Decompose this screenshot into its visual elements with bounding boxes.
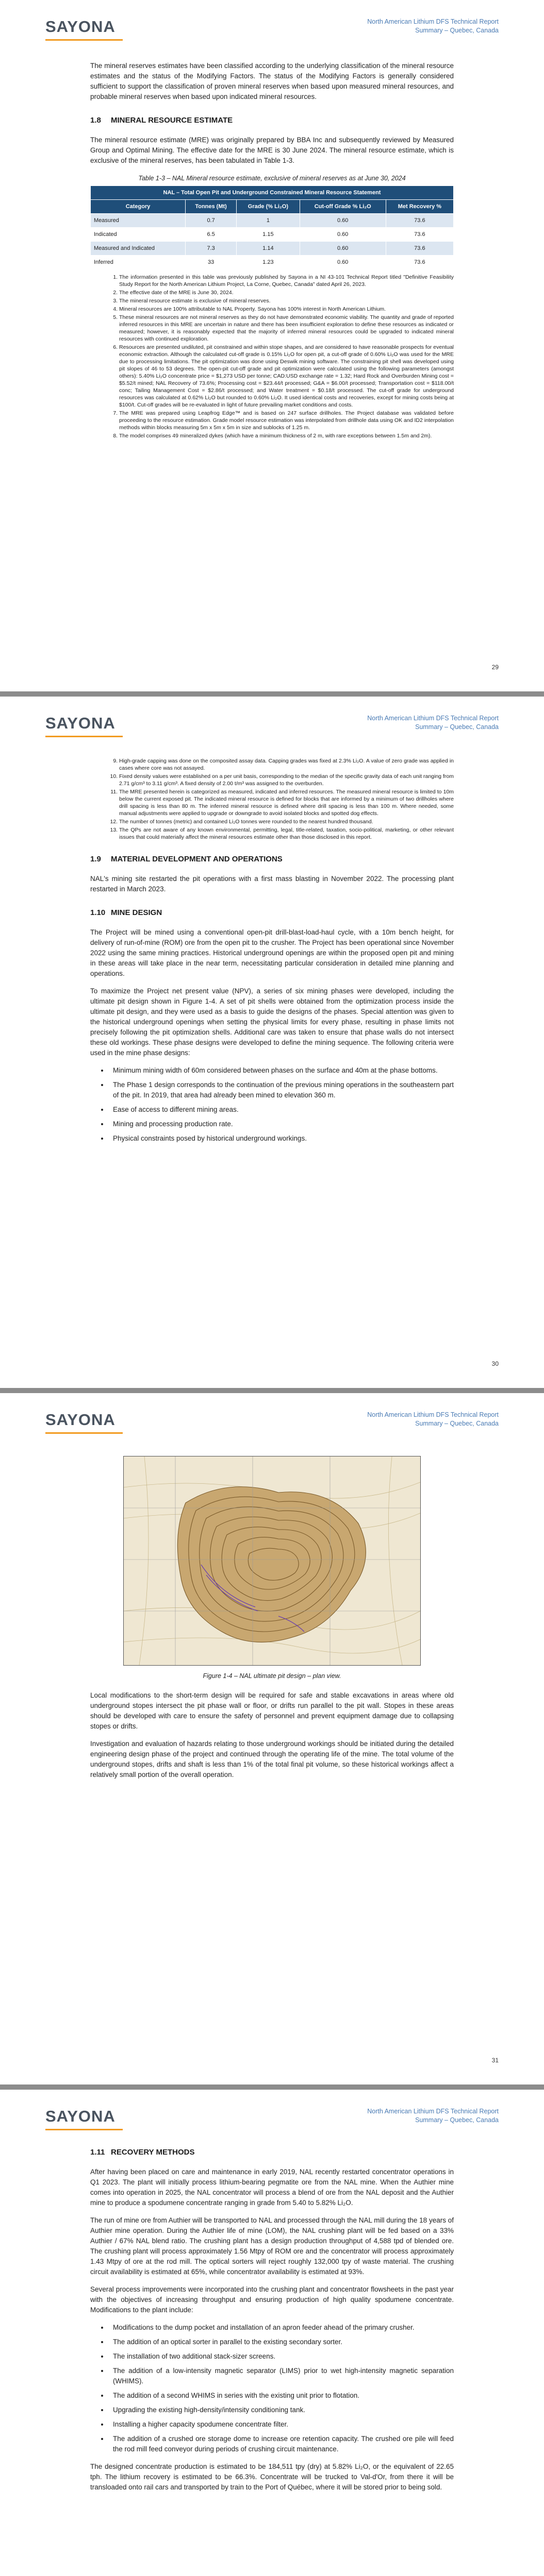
mre-body-paragraph: The mineral resource estimate (MRE) was originally prepared by BBA Inc and subsequently reviewed by Measured Group and Optimal Mining. The effective date for the MRE is 30 June 2024. The mineral resource estimate, which is exclusive of the mineral reserves, has been tabulated in Table 1-3. <box>90 136 454 164</box>
section-heading-1-9: 1.9 MATERIAL DEVELOPMENT AND OPERATIONS <box>90 855 283 863</box>
report-page-31 <box>0 1393 544 2084</box>
table-header-cell: Grade (% Li₂O) <box>237 200 300 214</box>
reserves-intro-paragraph: The mineral reserves estimates have been classified according to the underlying classification of the mineral resource estimates and the status of the Modifying Factors. The status of the Modifying Factors is generally considered sufficient to support the classification of proven mineral reserves when based upon measured mineral resources, and probable mineral reserves when based upon indicated mineral resources. <box>90 62 454 100</box>
hazard-investigation-paragraph: Investigation and evaluation of hazards relating to those underground workings should be initiated during the detailed engineering design phase of the project and continued through the operating life of the mine. The total volume of the underground stopes, drifts and shaft is less than 1% of the total final pit volume, so these historical workings affect a relatively small portion of the overall operation. <box>90 1740 454 1778</box>
ultimate-pit-plan-image <box>123 1456 421 1666</box>
list-item: • The addition of a second WHIMS in series with the existing unit prior to flotation. <box>109 2391 454 2401</box>
header-subtitle: Summary – Quebec, Canada <box>415 1420 499 1427</box>
recovery-paragraph-4: The designed concentrate production is estimated to be 184,511 tpy (dry) at 5.82% Li₂O, or the equivalent of 22.65 tph. The lithium recovery is estimated to be 66.3%. Concentrate will be trucked to Val-d'Or, from there it will be transloaded onto rail cars and transported by train to the Port of Québec, where it will be stored prior to being sold. <box>90 2463 454 2491</box>
table-cell: 0.60 <box>300 214 386 228</box>
table-row <box>91 242 454 256</box>
table-notes <box>90 274 454 439</box>
table-cell: 1.14 <box>237 242 300 256</box>
figure-caption: Figure 1-4 – NAL ultimate pit design – plan view. <box>203 1672 341 1680</box>
header-subtitle: Summary – Quebec, Canada <box>415 723 499 731</box>
header-title-block <box>367 2107 499 2125</box>
table-note: 4. Mineral resources are 100% attributable to NAL Property. Sayona has 100% interest in North American Lithium. <box>119 306 454 313</box>
list-item: • The addition of an optical sorter in parallel to the existing secondary sorter. <box>109 2337 454 2347</box>
sayona-logo: SAYONA <box>45 1411 116 1429</box>
recovery-paragraph-2: The run of mine ore from Authier will be transported to NAL and processed through the NAL mill during the 18 years of Authier mine operation. During the Authier life of mine (LOM), the NAL crushing plant will be fed based on a 33% Authier / 67% NAL blend ratio. The crushing plant has a design production throughput of 4,588 tpd of blended ore. The crushing plant will process approximately 1.56 Mtpy of ROM ore and the concentrator will process approximately 1.43 Mtpy of ore at the rod mill. The optical sorters will reject roughly 132,000 tpy of waste material. The crushing circuit availability is estimated at 65%, while concentrator availability is estimated at 93%. <box>90 2216 454 2276</box>
table-banner: NAL – Total Open Pit and Underground Constrained Mineral Resource Statement <box>91 186 454 200</box>
table-header-cell: Category <box>91 200 186 214</box>
operations-paragraph: NAL's mining site restarted the pit operations with a first mass blasting in November 2022. The processing plant restarted in March 2023. <box>90 875 454 893</box>
sayona-logo: SAYONA <box>45 18 116 36</box>
table-row <box>91 214 454 228</box>
page-header <box>45 711 499 742</box>
table-cell: 73.6 <box>386 214 453 228</box>
report-page-32 <box>0 2090 544 2576</box>
table-note: 12. The number of tonnes (metric) and contained Li₂O tonnes were rounded to the nearest hundred thousand. <box>119 818 454 825</box>
table-note: 2. The effective date of the MRE is June 30, 2024. <box>119 289 454 296</box>
page-header <box>45 14 499 45</box>
list-item: • Modifications to the dump pocket and installation of an apron feeder ahead of the primary crusher. <box>109 2323 454 2333</box>
table-note: 11. The MRE presented herein is categorized as measured, indicated and inferred resources. The measured mineral resource is limited to 10m below the current exposed pit. The indicated mineral resource is defined for blocks that are informed by a minimum of two drillholes where drill spacing is less than 80 m. The inferred mineral resource is defined where drill spacing is less than 100 m. Where needed, some manual adjustments were applied to upgrade or downgrade to avoid isolated blocks and spotted dog effects. <box>119 788 454 817</box>
table-note: 3. The mineral resource estimate is exclusive of mineral reserves. <box>119 297 454 304</box>
header-subtitle: Summary – Quebec, Canada <box>415 27 499 34</box>
list-item: • The addition of a crushed ore storage dome to increase ore retention capacity. The crushed ore pile will feed the rod mill feed conveyor during periods of crushing circuit maintenance. <box>109 2434 454 2454</box>
header-title: North American Lithium DFS Technical Report <box>367 1411 499 1418</box>
list-item: • Ease of access to different mining areas. <box>109 1105 454 1115</box>
table-cell: 1 <box>237 214 300 228</box>
table-notes-continued <box>90 757 454 841</box>
section-heading-1-11: 1.11 RECOVERY METHODS <box>90 2148 195 2157</box>
table-header-cell: Met Recovery % <box>386 200 453 214</box>
header-title: North American Lithium DFS Technical Report <box>367 2108 499 2115</box>
table-cell: 0.7 <box>186 214 237 228</box>
table-caption: Table 1-3 – NAL Mineral resource estimate, exclusive of mineral reserves as at June 30, 2024 <box>138 175 406 182</box>
page-header <box>45 1408 499 1438</box>
section-heading-1-10: 1.10 MINE DESIGN <box>90 908 162 917</box>
table-note: 10. Fixed density values were established on a per unit basis, corresponding to the median of the specific gravity data of each unit ranging from 2.71 g/cm³ to 3.11 g/cm³. A fixed density of 2.00 t/m³ was assigned to the overburden. <box>119 773 454 787</box>
sayona-logo: SAYONA <box>45 714 116 733</box>
table-cell: 0.60 <box>300 242 386 256</box>
table-note: 13. The QPs are not aware of any known environmental, permitting, legal, title-related, taxation, socio-political, marketing, or other relevant issues that could materially affect the mineral resources estimate other than those disclosed in this report. <box>119 826 454 841</box>
table-row <box>91 228 454 242</box>
sayona-logo: SAYONA <box>45 2107 116 2126</box>
mine-design-paragraph-1: The Project will be mined using a conventional open-pit drill-blast-load-haul cycle, with a 10m bench height, for delivery of run-of-mine (ROM) ore from the open pit to the crusher. The Project has been operational since November 2022 using the same mining practices. Historical underground openings are within the proposed open pit and mining in these areas will take place in the near term, necessitating particular consideration in detailed mine planning and operations. <box>90 928 454 977</box>
recovery-paragraph-3: Several process improvements were incorporated into the crushing plant and concentrator flowsheets in the past year with the objectives of increasing throughput and ensuring production of high quality spodumene concentrate. Modifications to the plant include: <box>90 2285 454 2314</box>
header-title: North American Lithium DFS Technical Report <box>367 715 499 722</box>
section-heading-1-8: 1.8 MINERAL RESOURCE ESTIMATE <box>90 116 233 125</box>
table-note: 1. The information presented in this table was previously published by Sayona in a NI 43-101 Technical Report titled "Definitive Feasibility Study Report for the North American Lithium Project, La Corne, Quebec, Canada" dated April 26, 2023. <box>119 274 454 288</box>
table-cell: 73.6 <box>386 228 453 242</box>
list-item: • Upgrading the existing high-density/intensity conditioning tank. <box>109 2405 454 2415</box>
table-cell: 1.15 <box>237 228 300 242</box>
plant-modifications-list <box>90 2323 454 2454</box>
table-note: 9. High-grade capping was done on the composited assay data. Capping grades was fixed at 2.3% Li₂O. A value of zero grade was applied in cases where core was not assayed. <box>119 757 454 772</box>
page-number: 29 <box>491 664 499 671</box>
table-cell: 0.60 <box>300 228 386 242</box>
list-item: • Mining and processing production rate. <box>109 1119 454 1129</box>
table-note: 5. These mineral resources are not mineral reserves as they do not have demonstrated economic viability. The quantity and grade of reported inferred resources in this MRE are uncertain in nature and there has been insufficient exploration to define these resources as indicated or measured; however, it is reasonably expected that the majority of inferred mineral resources could be upgraded to indicated mineral resources with continued exploration. <box>119 314 454 343</box>
list-item: • The Phase 1 design corresponds to the continuation of the previous mining operations in the southeastern part of the pit. In 2019, that area had already been mined to elevation 360 m. <box>109 1080 454 1100</box>
table-cell: 0.60 <box>300 256 386 269</box>
list-item: • The installation of two additional stack-sizer screens. <box>109 2351 454 2362</box>
report-page-30 <box>0 697 544 1388</box>
page-number: 30 <box>491 1360 499 1367</box>
table-note: 7. The MRE was prepared using Leapfrog Edge™ and is based on 247 surface drillholes. The Project database was validated before proceeding to the resource estimation. Grade model resource estimation was interpolated from drillhole data using OK and ID2 interpolation methods within blocks measuring 5m x 5m x 5m in size and sublocks of 1.25 m. <box>119 410 454 431</box>
list-item: • Physical constraints posed by historical underground workings. <box>109 1133 454 1144</box>
table-cell: Measured <box>91 214 186 228</box>
header-title: North American Lithium DFS Technical Report <box>367 18 499 25</box>
resource-table <box>90 185 454 269</box>
table-cell: Measured and Indicated <box>91 242 186 256</box>
mine-design-paragraph-2: To maximize the Project net present value (NPV), a series of six mining phases were developed, including the ultimate pit design shown in Figure 1-4. A set of pit shells were obtained from the optimization process inside the ultimate pit design, and they were used as a basis to guide the designs of the phases. Special attention was given to the historical underground openings when setting the physical limits for every phase, resulting in phase limits not precisely following the pit optimization shells. Additional care was taken to ensure that phase walls do not intersect these old workings. These phase designs were developed to define the mining sequence. The following criteria were used in the mine phase designs: <box>90 987 454 1057</box>
table-cell: Indicated <box>91 228 186 242</box>
table-header-cell: Cut-off Grade % Li₂O <box>300 200 386 214</box>
list-item: • Minimum mining width of 60m considered between phases on the surface and 40m at the phase bottoms. <box>109 1065 454 1076</box>
list-item: • Installing a higher capacity spodumene concentrate filter. <box>109 2419 454 2430</box>
header-title-block <box>367 18 499 35</box>
header-title-block <box>367 1411 499 1428</box>
table-header-cell: Tonnes (Mt) <box>186 200 237 214</box>
table-cell: 33 <box>186 256 237 269</box>
table-note: 6. Resources are presented undiluted, pit constrained and within stope shapes, and are considered to have reasonable prospects for eventual economic extraction. Although the calculated cut-off grade is 0.15% Li₂O for open pit, a cut-off grade of 0.60% Li₂O was used for the MRE due to processing limitations. The pit optimization was done using Deswik mining software. The constraining pit shell was developed using pit slopes of 46 to 53 degrees. The open-pit cut-off grade and pit optimization were calculated using the following parameters (amongst others): 5.40% Li₂O concentrate price = $1,273 USD per tonne; CAD:USD exchange rate = 1.32; Hard Rock and Overburden Mining cost = $5.52/t mined; NAL Recovery of 73.6%; Processing cost = $23.44/t processed; G&A = $6.00/t processed; Transportation cost = $118.00/t conc; Tailing Management Cost = $2.86/t processed; and Water treatment = $0.18/t processed. The cut-off grade for underground resources was calculated at 0.62% Li₂O but rounded to 0.60% Li₂O. It used identical costs and recoveries, except for mining costs being at $100/t. Cut-off grades will be re-evaluated in light of future prevailing market conditions and costs. <box>119 344 454 409</box>
table-cell: 6.5 <box>186 228 237 242</box>
local-modifications-paragraph: Local modifications to the short-term design will be required for safe and stable excavations in areas where old underground stopes intersect the pit phase wall or floor, or drifts run parallel to the pit wall. Stopes in these areas should be developed with care to ensure the safety of personnel and prevent equipment damage due to collapsing stopes or drifts. <box>90 1691 454 1730</box>
table-row <box>91 256 454 269</box>
header-subtitle: Summary – Quebec, Canada <box>415 2116 499 2124</box>
report-page-29 <box>0 0 544 691</box>
table-cell: Inferred <box>91 256 186 269</box>
table-cell: 73.6 <box>386 242 453 256</box>
header-title-block <box>367 714 499 732</box>
phase-criteria-list <box>90 1065 454 1144</box>
page-number: 31 <box>491 2057 499 2064</box>
table-cell: 73.6 <box>386 256 453 269</box>
recovery-paragraph-1: After having been placed on care and maintenance in early 2019, NAL recently restarted concentrator operations in Q1 2023. The plant will initially process lithium-bearing pegmatite ore from the NAL mine. When the Authier mine comes into operation in 2025, the NAL concentrator will process a blend of ore from the NAL deposit and the Authier mine to produce a spodumene concentrate ranging in grade from 5.40 to 5.82% Li₂O. <box>90 2168 454 2207</box>
table-cell: 7.3 <box>186 242 237 256</box>
table-cell: 1.23 <box>237 256 300 269</box>
list-item: • The addition of a low-intensity magnetic separator (LIMS) prior to wet high-intensity magnetic separation (WHIMS). <box>109 2366 454 2386</box>
page-header <box>45 2104 499 2135</box>
table-note: 8. The model comprises 49 mineralized dykes (which have a minimum thickness of 2 m, with rare exceptions between 1.5m and 2m). <box>119 432 454 439</box>
